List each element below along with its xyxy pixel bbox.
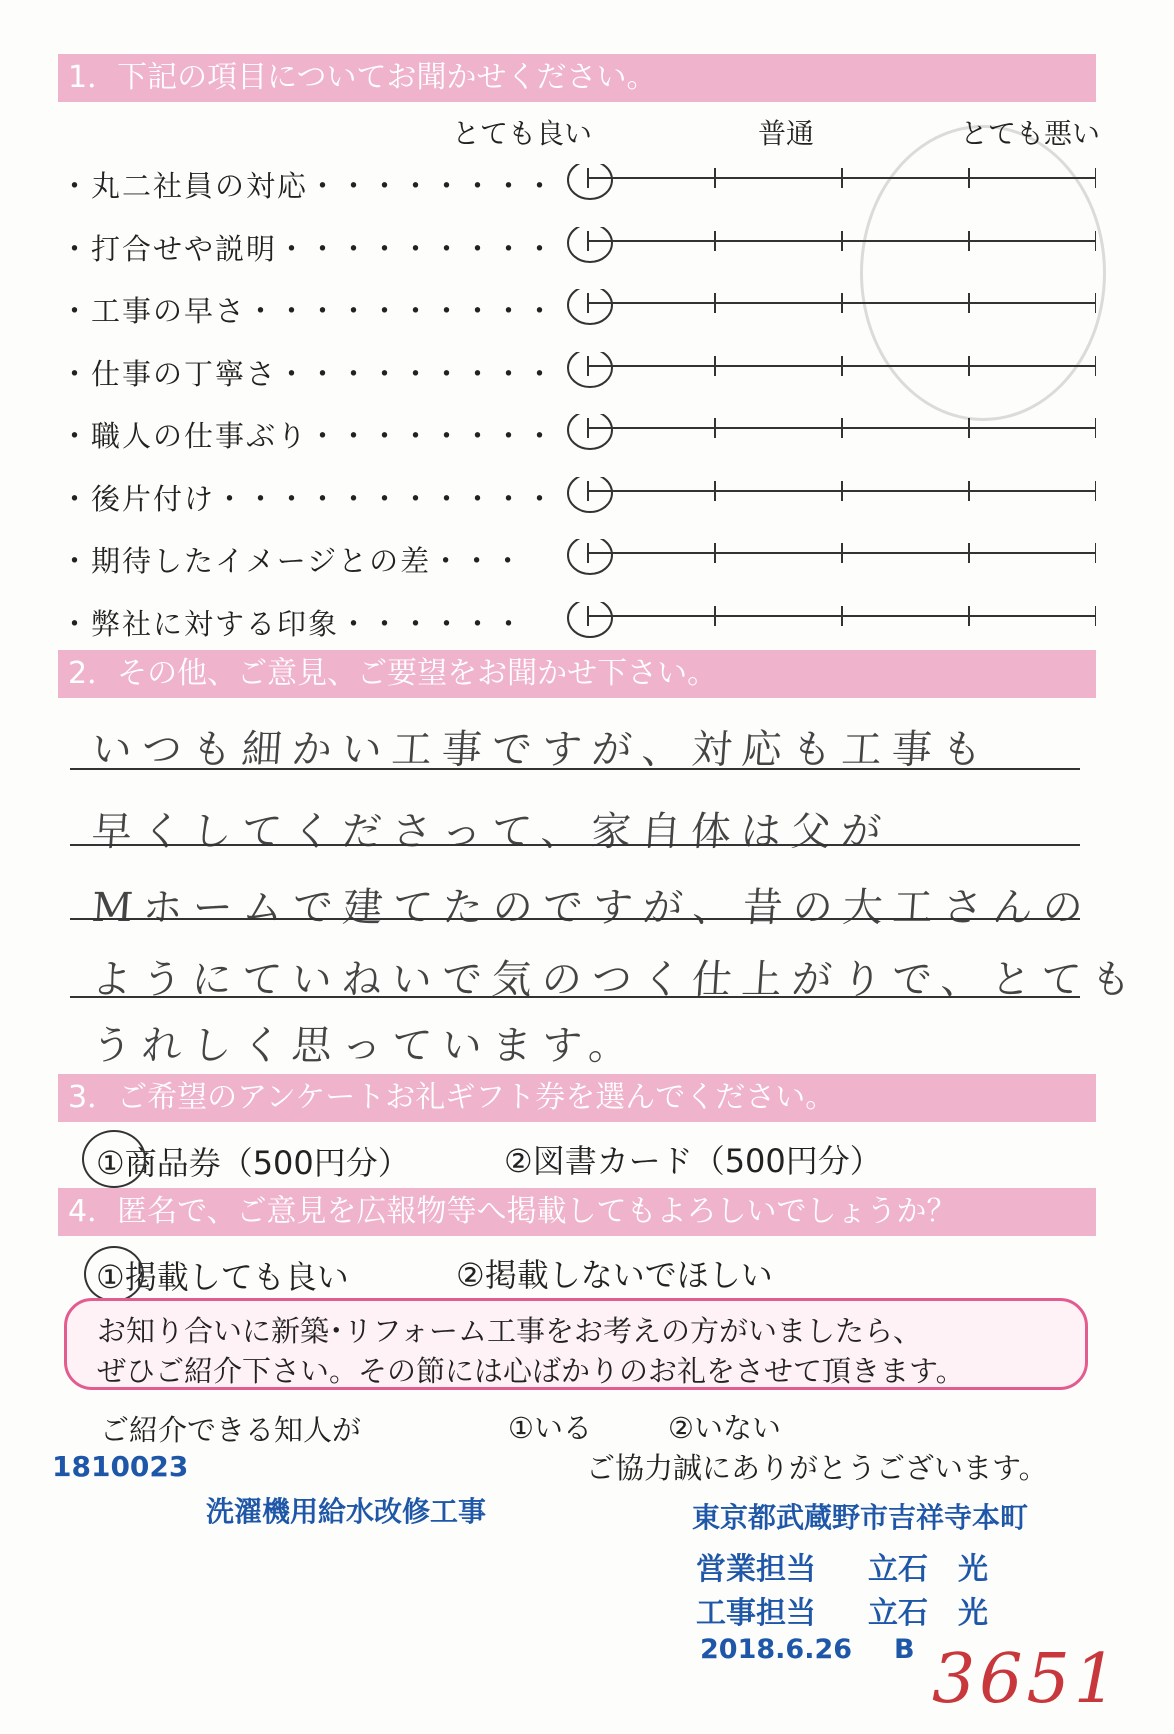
rating-row bbox=[60, 289, 1050, 329]
comment-rule bbox=[70, 768, 1080, 770]
date: 2018.6.26 bbox=[700, 1634, 853, 1665]
referral-line-2: ぜひご紹介下さい。その節には心ばかりのお礼をさせて頂きます。 bbox=[97, 1354, 965, 1388]
construction-label: 工事担当 bbox=[696, 1596, 816, 1631]
rating-selected-circle bbox=[568, 414, 612, 449]
comment-line-5: うれしく思っています。 bbox=[90, 1023, 641, 1069]
referral-notice bbox=[64, 1298, 1088, 1390]
rating-question-label: ・後片付け・・・・・・・・・・・ bbox=[60, 481, 557, 516]
section4-header: 4．匿名で、ご意見を広報物等へ掲載してもよろしいでしょうか？ bbox=[58, 1188, 1096, 1236]
rating-selected-circle bbox=[568, 602, 612, 637]
rating-row bbox=[60, 539, 1050, 579]
rating-scale[interactable] bbox=[530, 164, 1096, 204]
address: 東京都武蔵野市吉祥寺本町 bbox=[692, 1501, 1029, 1534]
selected-option-circle bbox=[84, 1246, 144, 1302]
referral-line-1: お知り合いに新築･リフォーム工事をお考えの方がいましたら、 bbox=[97, 1314, 923, 1348]
rating-selected-circle bbox=[568, 539, 612, 574]
selected-option-circle bbox=[82, 1130, 146, 1188]
thanks-message: ご協力誠にありがとうございます。 bbox=[586, 1451, 1048, 1485]
comment-line-3: Mホームで建てたのですが、昔の大工さんの bbox=[90, 885, 1095, 931]
rating-question-label: ・職人の仕事ぶり・・・・・・・・ bbox=[60, 419, 557, 453]
rating-row bbox=[60, 227, 1050, 267]
rating-selected-circle bbox=[568, 289, 612, 324]
sales-label: 営業担当 bbox=[696, 1552, 816, 1587]
section1-header: 1．下記の項目についてお聞かせください。 bbox=[58, 54, 1096, 102]
rating-scale[interactable] bbox=[530, 227, 1096, 267]
rating-question-label: ・期待したイメージとの差・・・ bbox=[60, 544, 525, 578]
comment-rule bbox=[70, 918, 1080, 920]
rating-question-label: ・丸二社員の対応・・・・・・・・ bbox=[60, 169, 557, 203]
scale-good-label: とても良い bbox=[452, 117, 593, 150]
rating-question-label: ・工事の早さ・・・・・・・・・・ bbox=[60, 294, 557, 328]
construction-name: 立石 光 bbox=[868, 1596, 988, 1631]
rating-question-label: ・仕事の丁寧さ・・・・・・・・・ bbox=[60, 356, 557, 391]
rating-scale[interactable] bbox=[530, 352, 1096, 392]
comment-rule bbox=[70, 844, 1080, 846]
referral-yes[interactable]: ①いる bbox=[508, 1411, 592, 1445]
referral-no[interactable]: ②いない bbox=[668, 1411, 781, 1445]
rating-scale[interactable] bbox=[530, 539, 1096, 579]
publish-option-no[interactable]: ②掲載しないでほしい bbox=[456, 1256, 773, 1294]
handwritten-number: 3651 bbox=[932, 1640, 1122, 1719]
rating-row bbox=[60, 477, 1050, 517]
section3-header: 3．ご希望のアンケートお礼ギフト券を選んでください。 bbox=[58, 1074, 1096, 1122]
work-description: 洗濯機用給水改修工事 bbox=[206, 1495, 487, 1528]
comment-line-1: いつも細かい工事ですが、対応も工事も bbox=[90, 727, 994, 773]
gift-option-tosho-card[interactable]: ②図書カード（500円分） bbox=[504, 1142, 882, 1180]
rating-selected-circle bbox=[568, 164, 612, 199]
scale-normal-label: 普通 bbox=[758, 117, 815, 150]
section2-header: 2．その他、ご意見、ご要望をお聞かせ下さい。 bbox=[58, 650, 1096, 698]
rating-row bbox=[60, 602, 1050, 642]
sales-name: 立石 光 bbox=[868, 1552, 988, 1587]
comment-line-2: 早くしてくださって、家自体は父が bbox=[90, 809, 893, 855]
rating-row bbox=[60, 164, 1050, 204]
comment-line-4: ようにていねいで気のつく仕上がりで、とても bbox=[90, 957, 1143, 1003]
rating-scale[interactable] bbox=[530, 414, 1096, 454]
gift-option-shohinken[interactable]: ①商品券（500円分） bbox=[96, 1144, 410, 1182]
rating-selected-circle bbox=[568, 352, 612, 387]
rating-selected-circle bbox=[568, 477, 612, 512]
rating-row bbox=[60, 414, 1050, 454]
referral-question: ご紹介できる知人が bbox=[100, 1413, 362, 1447]
rating-question-label: ・弊社に対する印象・・・・・・ bbox=[60, 606, 526, 641]
rating-scale[interactable] bbox=[530, 477, 1096, 517]
customer-code: 1810023 bbox=[52, 1450, 189, 1483]
rating-row bbox=[60, 352, 1050, 392]
rating-selected-circle bbox=[568, 227, 612, 262]
rating-question-label: ・打合せや説明・・・・・・・・・ bbox=[60, 231, 557, 266]
comment-rule bbox=[70, 996, 1080, 998]
rating-scale[interactable] bbox=[530, 289, 1096, 329]
publish-option-yes[interactable]: ①掲載しても良い bbox=[96, 1258, 349, 1296]
grade: B bbox=[894, 1634, 915, 1665]
scale-bad-label: とても悪い bbox=[960, 117, 1101, 150]
rating-scale[interactable] bbox=[530, 602, 1096, 642]
